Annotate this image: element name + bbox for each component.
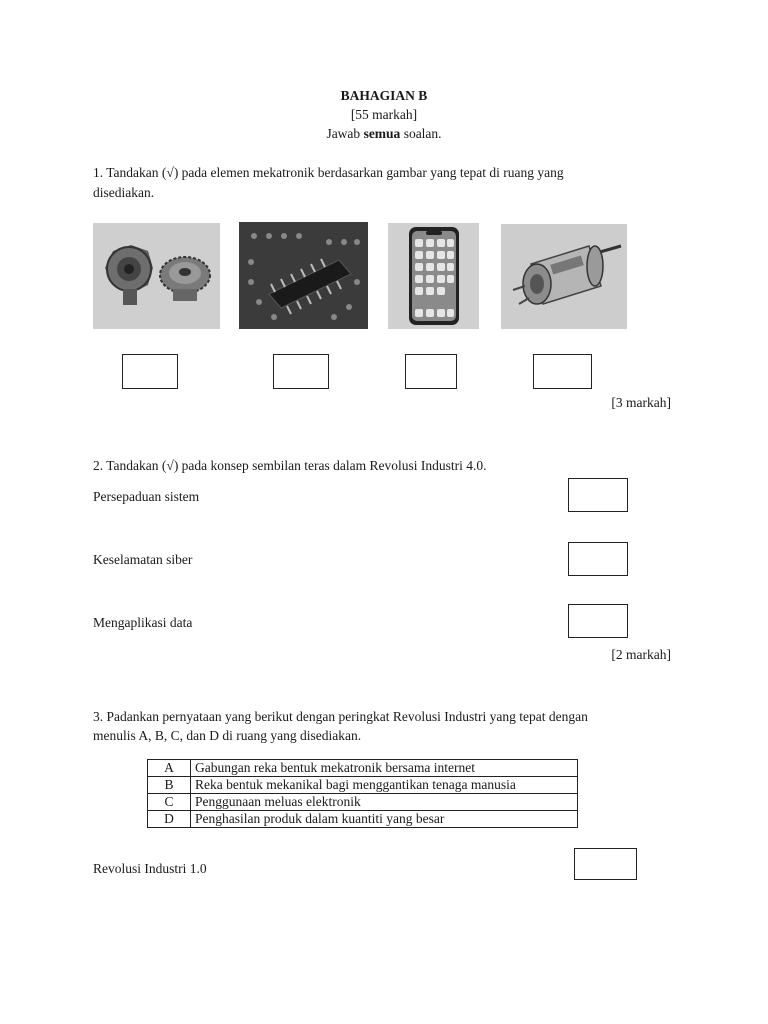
q2-marks: [2 markah] <box>611 647 671 662</box>
q3-text-line1: 3. Padankan pernyataan yang berikut dengan peringkat Revolusi Industri yang tepat dengan <box>93 709 588 724</box>
row-letter: D <box>148 811 191 828</box>
row-statement: Reka bentuk mekanikal bagi menggantikan tenaga manusia <box>191 777 578 794</box>
electric-motor-image <box>501 224 627 329</box>
microchip-image <box>239 222 368 329</box>
section-title: BAHAGIAN B <box>340 88 428 103</box>
total-marks: [55 markah] <box>350 107 418 122</box>
q1-answer-box-gears[interactable] <box>122 354 178 389</box>
table-row <box>148 760 578 777</box>
row-letter: A <box>148 760 191 777</box>
q2-item-label: Keselamatan siber <box>93 552 193 567</box>
row-letter: B <box>148 777 191 794</box>
smartphone-image <box>388 223 479 329</box>
table-row <box>148 794 578 811</box>
row-statement: Penghasilan produk dalam kuantiti yang besar <box>191 811 578 828</box>
q3-text-line2: menulis A, B, C, dan D di ruang yang disediakan. <box>93 728 362 743</box>
q1-text-line1: 1. Tandakan (√) pada elemen mekatronik berdasarkan gambar yang tepat di ruang yang <box>93 165 564 180</box>
row-statement: Penggunaan meluas elektronik <box>191 794 578 811</box>
table-row <box>148 811 578 828</box>
instruction-post: soalan. <box>400 126 442 141</box>
row-letter: C <box>148 794 191 811</box>
q3-answer-label: Revolusi Industri 1.0 <box>93 861 207 876</box>
q1-text-line2: disediakan. <box>93 185 155 200</box>
q2-text: 2. Tandakan (√) pada konsep sembilan teras dalam Revolusi Industri 4.0. <box>93 458 487 473</box>
q1-marks: [3 markah] <box>611 395 671 410</box>
q3-answer-box-ri1[interactable] <box>574 848 637 880</box>
matching-table <box>147 759 578 828</box>
q1-answer-box-microchip[interactable] <box>273 354 329 389</box>
q2-answer-box-2[interactable] <box>568 542 628 576</box>
q1-answer-box-smartphone[interactable] <box>405 354 457 389</box>
phone-icon <box>409 227 459 325</box>
q1-answer-box-motor[interactable] <box>533 354 592 389</box>
q2-item-label: Persepaduan sistem <box>93 489 200 504</box>
q2-answer-box-3[interactable] <box>568 604 628 638</box>
instruction-bold: semua <box>363 126 401 141</box>
instruction <box>0 126 768 142</box>
instruction-pre: Jawab <box>326 126 364 141</box>
q2-answer-box-1[interactable] <box>568 478 628 512</box>
table-row <box>148 777 578 794</box>
row-statement: Gabungan reka bentuk mekatronik bersama internet <box>191 760 578 777</box>
q2-item-label: Mengaplikasi data <box>93 615 193 630</box>
gears-image <box>93 223 220 329</box>
